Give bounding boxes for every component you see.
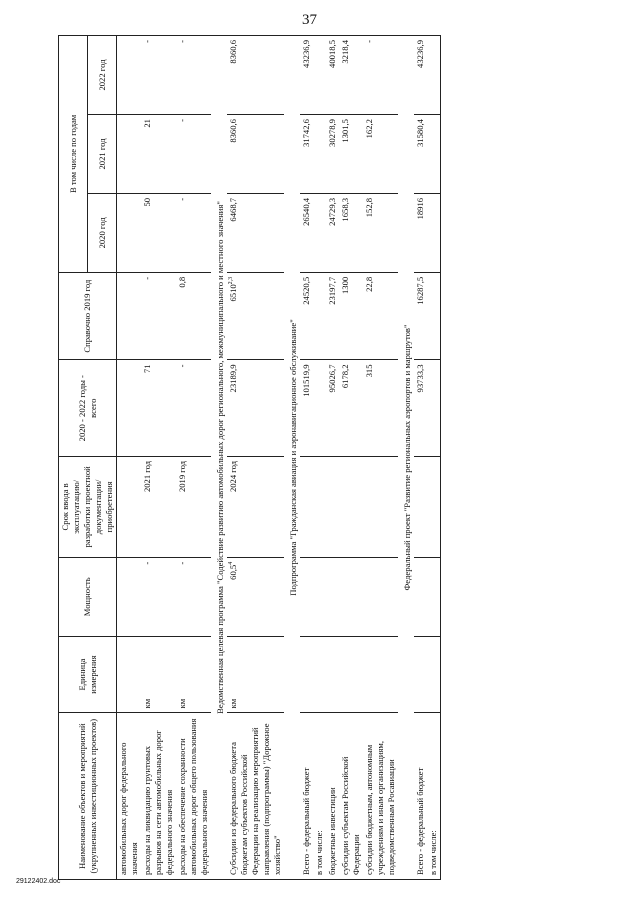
cell-date <box>339 456 363 557</box>
cell-total: 95026,7 <box>326 360 339 456</box>
cell-2021: 1301,5 <box>339 115 363 194</box>
cell-2021 <box>117 115 142 194</box>
table-row <box>339 36 363 880</box>
cell-2020: 1658,3 <box>339 193 363 272</box>
cell-name: субсидии бюджетным, автономным учреждениям и иным организациям, подведомственным Росавиации <box>363 713 398 880</box>
cell-2022 <box>427 36 441 115</box>
cell-capacity: - <box>176 557 211 636</box>
cell-2022: - <box>176 36 211 115</box>
cell-ref: - <box>141 272 176 360</box>
cell-ref <box>427 272 441 360</box>
cell-date: 2019 год <box>176 456 211 557</box>
cell-2022: 3218,4 <box>339 36 363 115</box>
cell-total: 23189,9 <box>227 360 284 456</box>
cell-name: Всего - федеральный бюджет <box>300 713 313 880</box>
cell-ref: 23197,7 <box>326 272 339 360</box>
cell-name: Всего - федеральный бюджет <box>414 713 427 880</box>
cell-name: бюджетные инвестиции <box>326 713 339 880</box>
header-2022: 2022 год <box>88 36 117 115</box>
cell-capacity <box>427 557 441 636</box>
cell-ref: 1300 <box>339 272 363 360</box>
cell-total: 315 <box>363 360 398 456</box>
cell-2022 <box>313 36 326 115</box>
cell-unit <box>313 636 326 713</box>
cell-name: автомобильных дорог федерального значения <box>117 713 142 880</box>
investment-table <box>58 35 441 880</box>
cell-capacity <box>117 557 142 636</box>
cell-capacity: - <box>141 557 176 636</box>
cell-total <box>427 360 441 456</box>
cell-2022: 8360,6 <box>227 36 284 115</box>
cell-name: расходы на ликвидацию грунтовых разрывов на сети автомобильных дорог федерального значения <box>141 713 176 880</box>
cell-date <box>326 456 339 557</box>
header-ref: Справочно 2019 год <box>59 272 117 360</box>
table-row <box>141 36 176 880</box>
cell-2020: 24729,3 <box>326 193 339 272</box>
page-number: 37 <box>302 12 317 28</box>
header-name: Наименование объектов и мероприятий (укрупненных инвестиционных проектов) <box>59 713 117 880</box>
header-2020: 2020 год <box>88 193 117 272</box>
cell-total <box>313 360 326 456</box>
cell-2020: 50 <box>141 193 176 272</box>
cell-2021: 162,2 <box>363 115 398 194</box>
cell-date: 2021 год <box>141 456 176 557</box>
cell-unit <box>427 636 441 713</box>
cell-unit: км <box>176 636 211 713</box>
cell-ref: 16287,5 <box>414 272 427 360</box>
table-body <box>117 36 441 880</box>
cell-capacity <box>313 557 326 636</box>
table-row <box>427 36 441 880</box>
cell-capacity <box>414 557 427 636</box>
section-row <box>211 36 227 880</box>
cell-ref: 0,8 <box>176 272 211 360</box>
cell-total: 93733,3 <box>414 360 427 456</box>
cell-2021 <box>427 115 441 194</box>
cell-date <box>313 456 326 557</box>
header-capacity: Мощность <box>59 557 117 636</box>
cell-unit <box>363 636 398 713</box>
cell-unit <box>300 636 313 713</box>
cell-2022: 40018,5 <box>326 36 339 115</box>
table-row <box>176 36 211 880</box>
header-2021: 2021 год <box>88 115 117 194</box>
cell-2020: 18916 <box>414 193 427 272</box>
cell-unit: км <box>227 636 284 713</box>
cell-2022: 43236,9 <box>300 36 313 115</box>
table-row <box>363 36 398 880</box>
cell-2020: 26540,4 <box>300 193 313 272</box>
section-title-airports: Федеральный проект "Развитие региональных аэропортов и маршрутов" <box>398 36 414 880</box>
header-date: Срок ввода в эксплуатацию/ разработки проектной документации/ приобретения <box>59 456 117 557</box>
cell-name: субсидии субъектам Российской Федерации <box>339 713 363 880</box>
cell-2021 <box>313 115 326 194</box>
cell-2021: - <box>176 115 211 194</box>
footer-filename: 29122402.doc <box>16 878 61 885</box>
cell-name: в том числе: <box>427 713 441 880</box>
header-group: В том числе по годам <box>59 36 88 273</box>
cell-2021: 8360,6 <box>227 115 284 194</box>
header-total: 2020 - 2022 годы - всего <box>59 360 117 456</box>
cell-name: Субсидии из федерального бюджета бюджетам субъектов Российской Федерации на реализацию мероприятий направления (подпрограммы) "Дорожное хозяйство" <box>227 713 284 880</box>
cell-date <box>300 456 313 557</box>
cell-total: 101519,9 <box>300 360 313 456</box>
cell-date <box>363 456 398 557</box>
table-row <box>300 36 313 880</box>
cell-ref: 22,8 <box>363 272 398 360</box>
cell-total: 6178,2 <box>339 360 363 456</box>
cell-total: - <box>176 360 211 456</box>
cell-2021: 30278,9 <box>326 115 339 194</box>
cell-2022: - <box>363 36 398 115</box>
cell-unit <box>117 636 142 713</box>
cell-total: 71 <box>141 360 176 456</box>
cell-unit <box>326 636 339 713</box>
cell-capacity <box>339 557 363 636</box>
cell-ref <box>117 272 142 360</box>
cell-ref <box>313 272 326 360</box>
cell-total <box>117 360 142 456</box>
rotated-page <box>58 0 618 880</box>
cell-name: в том числе: <box>313 713 326 880</box>
cell-date <box>427 456 441 557</box>
table-row <box>326 36 339 880</box>
cell-unit: км <box>141 636 176 713</box>
section-title-aviation: Подпрограмма "Гражданская авиация и аэронавигационное обслуживание" <box>284 36 300 880</box>
table-row <box>227 36 284 880</box>
section-title-roads: Ведомственная целевая программа "Содействие развитию автомобильных дорог регионального, межмуниципального и местного значения" <box>211 36 227 880</box>
cell-2022 <box>117 36 142 115</box>
cell-date <box>414 456 427 557</box>
cell-2022: 43236,9 <box>414 36 427 115</box>
cell-unit <box>339 636 363 713</box>
cell-2020: 6468,7 <box>227 193 284 272</box>
cell-2020 <box>117 193 142 272</box>
cell-ref: 6510$^{2,3}$ <box>227 272 284 360</box>
footnote-mark: 2,3 <box>228 276 235 285</box>
cell-unit <box>414 636 427 713</box>
cell-capacity <box>363 557 398 636</box>
cell-2020 <box>313 193 326 272</box>
cell-2021: 31580,4 <box>414 115 427 194</box>
cell-capacity: 60,5$^4$ <box>227 557 284 636</box>
cell-2021: 21 <box>141 115 176 194</box>
cell-2022: - <box>141 36 176 115</box>
footnote-mark: 4 <box>228 561 235 565</box>
cell-capacity <box>326 557 339 636</box>
cell-2020 <box>427 193 441 272</box>
table-row <box>117 36 142 880</box>
header-unit: Единица измерения <box>59 636 117 713</box>
cell-name: расходы на обеспечение сохранности автомобильных дорог общего пользования федерального значения <box>176 713 211 880</box>
section-row <box>284 36 300 880</box>
cell-date <box>117 456 142 557</box>
cell-2021: 31742,6 <box>300 115 313 194</box>
cell-2020: 152,8 <box>363 193 398 272</box>
table-row <box>313 36 326 880</box>
cell-capacity <box>300 557 313 636</box>
table-row <box>414 36 427 880</box>
cell-2020: - <box>176 193 211 272</box>
cell-date: 2024 год <box>227 456 284 557</box>
section-row <box>398 36 414 880</box>
cell-ref: 24520,5 <box>300 272 313 360</box>
